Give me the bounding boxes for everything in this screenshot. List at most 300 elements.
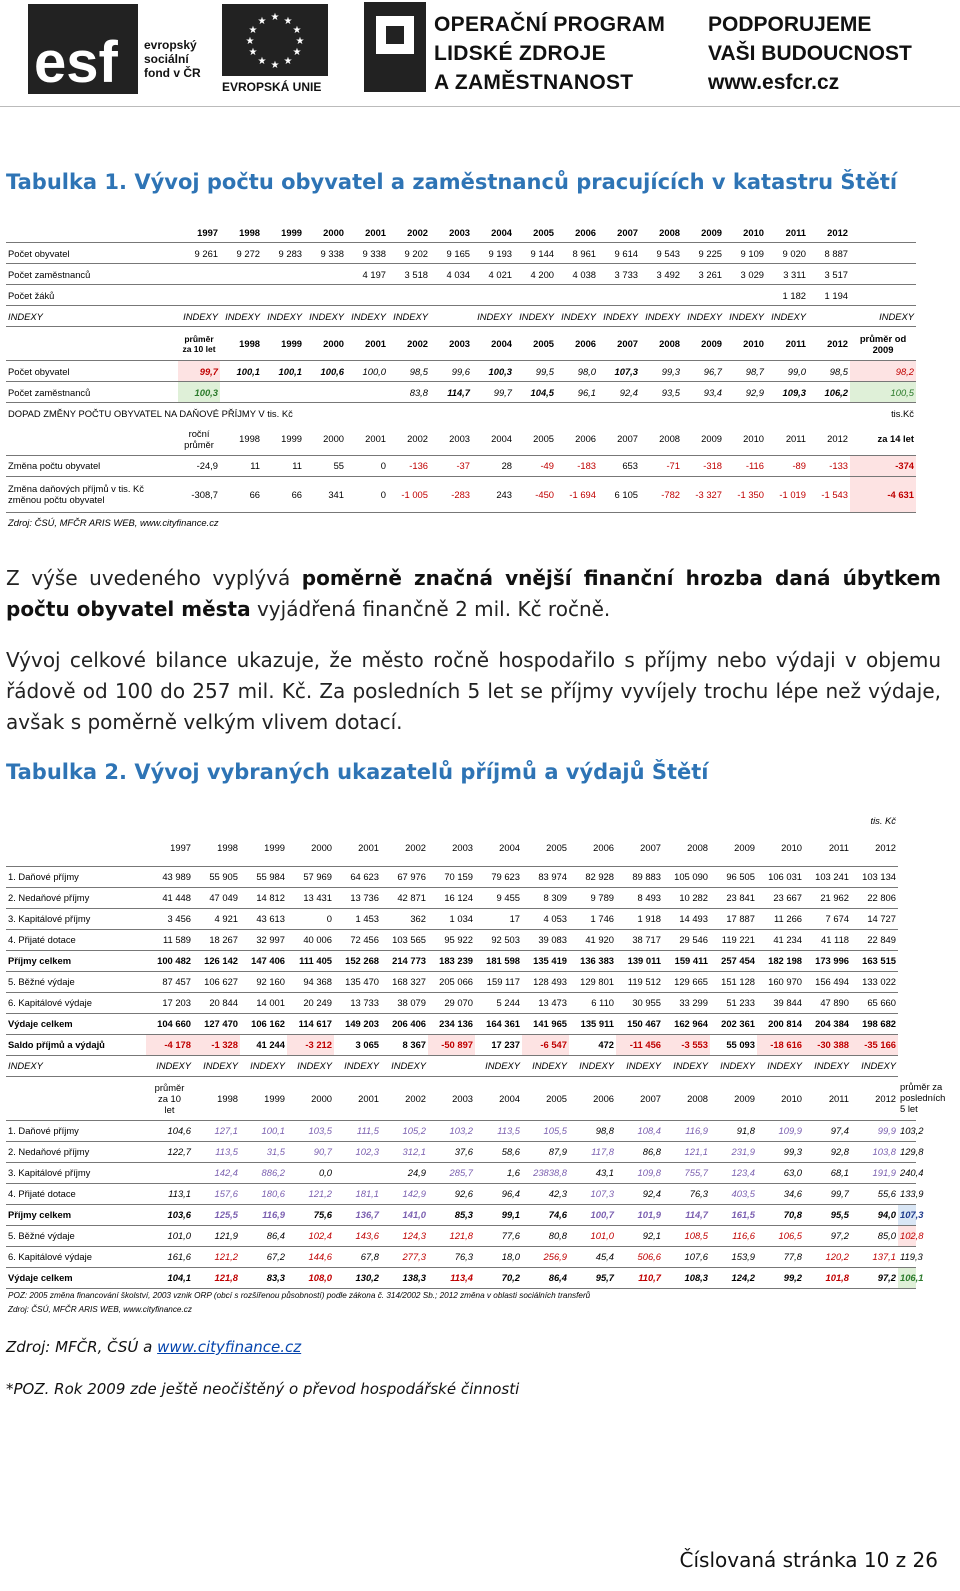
table2-index-cell: INDEXY [569, 1055, 616, 1076]
table2-idx-value: 96,4 [475, 1183, 522, 1204]
table1-dopad-total: -374 [850, 455, 916, 476]
table2-year: 1998 [193, 830, 240, 866]
table1-idx-value: 100,3 [472, 361, 514, 382]
table1-value: 9 144 [514, 243, 556, 264]
table1-year: 2010 [724, 222, 766, 243]
table2-year: 2004 [475, 830, 522, 866]
table2-data-row [6, 929, 916, 950]
table2-value: 159 411 [663, 950, 710, 971]
svg-text:★: ★ [283, 56, 293, 67]
table1-dopad-title-row [6, 403, 916, 424]
table1-dopad-value: -116 [724, 455, 766, 476]
table1-dopad-value: -89 [766, 455, 808, 476]
table1-idx-value: 99,5 [514, 361, 556, 382]
table2-idx-label: Příjmy celkem [6, 1204, 146, 1225]
table2-idx-year: 2010 [757, 1076, 804, 1120]
table-cell [240, 810, 287, 830]
table2-idx-value: 113,5 [193, 1141, 240, 1162]
table2-idx-last: 133,9 [898, 1183, 916, 1204]
table2-idx-year: 2004 [475, 1076, 522, 1120]
table-cell [569, 810, 616, 830]
table2-idx-avg: 113,1 [146, 1183, 193, 1204]
table1-idx-value: 100,1 [262, 361, 304, 382]
table2-value: 128 493 [522, 971, 569, 992]
table2-idx-avg: 103,6 [146, 1204, 193, 1225]
table2-idx-value: 109,8 [616, 1162, 663, 1183]
table1-value: 9 543 [640, 243, 682, 264]
table2-idx-value: 142,4 [193, 1162, 240, 1183]
table2-value: 3 065 [334, 1034, 381, 1055]
table2-value: 82 928 [569, 866, 616, 887]
table1-index-cell: INDEXY [598, 306, 640, 327]
table2-value: 205 066 [428, 971, 475, 992]
table2-value: 106 031 [757, 866, 804, 887]
table2-idx-value: 92,6 [428, 1183, 475, 1204]
table1-dopad-avg: -308,7 [178, 476, 220, 512]
table2-idx-avg: 122,7 [146, 1141, 193, 1162]
table1-value: 9 614 [598, 243, 640, 264]
table2-idx-year: 1999 [240, 1076, 287, 1120]
table-cell [522, 810, 569, 830]
table1-idx-value: 100,6 [304, 361, 346, 382]
table1-dopad-unit: tis.Kč [891, 407, 914, 419]
header-divider [0, 106, 960, 107]
table1-dopad-year: 1998 [220, 423, 262, 455]
table1-value: 4 038 [556, 264, 598, 285]
table2-idx-value: 97,4 [804, 1120, 851, 1141]
table2-value: 55 905 [193, 866, 240, 887]
table2-idx-value: 67,2 [240, 1246, 287, 1267]
table-cell [6, 830, 146, 866]
table2-value: 160 970 [757, 971, 804, 992]
table2-idx-label: Výdaje celkem [6, 1267, 146, 1288]
table1-value [178, 285, 220, 306]
table1-row-label: Počet zaměstnanců [6, 264, 178, 285]
table2-idx-value: 277,3 [381, 1246, 428, 1267]
table2-idx-value: 124,3 [381, 1225, 428, 1246]
table2-value: 103 565 [381, 929, 428, 950]
table2-index-data-row [6, 1120, 916, 1141]
table1-value [598, 285, 640, 306]
table2-idx-value: 103,2 [428, 1120, 475, 1141]
table1-dopad-year: 2011 [766, 423, 808, 455]
table1-index-cell: INDEXY [220, 306, 262, 327]
table2-index-header [6, 1076, 916, 1120]
table1-dopad-value: -1 543 [808, 476, 850, 512]
table1-year: 2008 [640, 222, 682, 243]
table2-idx-value: 95,5 [804, 1204, 851, 1225]
table2-value: 11 589 [146, 929, 193, 950]
table2-value: 234 136 [428, 1013, 475, 1034]
table2-value: 3 456 [146, 908, 193, 929]
table1-index-cell: INDEXY [640, 306, 682, 327]
table2-value: 41 920 [569, 929, 616, 950]
table2-idx-value: 403,5 [710, 1183, 757, 1204]
table1-index-cell: INDEXY [388, 306, 430, 327]
table2-index-cell: INDEXY [522, 1055, 569, 1076]
table2-idx-value: 77,8 [757, 1246, 804, 1267]
table1-idx-year: 2001 [346, 327, 388, 361]
table2-value: 4 053 [522, 908, 569, 929]
poz-note: *POZ. Rok 2009 zde ještě neočištěný o převod hospodářské činnosti [6, 1380, 520, 1398]
table2-value: 13 431 [287, 887, 334, 908]
table2-idx-value: 121,9 [193, 1225, 240, 1246]
table2-value: 57 969 [287, 866, 334, 887]
table-cell [146, 810, 193, 830]
table1-idx-label: Počet obyvatel [6, 361, 178, 382]
table1-value [724, 285, 766, 306]
svg-text:★: ★ [257, 56, 267, 67]
table2-value: 89 883 [616, 866, 663, 887]
table-cell [6, 423, 178, 455]
paragraph-threat: Z výše uvedeného vyplývá poměrně značná vnější finanční hrozba daná úbytkem počtu obyvatel města vyjádřená finančně 2 mil. Kč ročně. [6, 566, 942, 621]
table1-year: 2006 [556, 222, 598, 243]
table2-value: 6 110 [569, 992, 616, 1013]
table2-row-label: 1. Daňové příjmy [6, 866, 146, 887]
table1-value [304, 264, 346, 285]
table2-idx-value: 42,3 [522, 1183, 569, 1204]
table2-data-row [6, 950, 916, 971]
eu-flag-icon [222, 4, 328, 76]
table2-idx-value: 108,4 [616, 1120, 663, 1141]
table2-idx-last: 106,1 [898, 1267, 916, 1288]
table2-value: -3 553 [663, 1034, 710, 1055]
table1-dopad-label: Změna počtu obyvatel [6, 455, 178, 476]
table2-value: 67 976 [381, 866, 428, 887]
table1-dopad-year: 2009 [682, 423, 724, 455]
table2-value: 96 505 [710, 866, 757, 887]
table1-year: 2003 [430, 222, 472, 243]
table2-idx-year: 2006 [569, 1076, 616, 1120]
table1-dopad-value: -49 [514, 455, 556, 476]
table2-index-cell: INDEXY [616, 1055, 663, 1076]
table1-value [304, 285, 346, 306]
table2-data-row [6, 887, 916, 908]
svg-text:esf: esf [34, 30, 118, 95]
table1-idx-year: 2011 [766, 327, 808, 361]
table1-dopad-value: 66 [262, 476, 304, 512]
table2-value: -1 328 [193, 1034, 240, 1055]
table1-idx-value [346, 382, 388, 403]
table1-value: 9 225 [682, 243, 724, 264]
table2-idx-value: 0,0 [287, 1162, 334, 1183]
svg-text:★: ★ [270, 12, 280, 23]
table2-value: 149 203 [334, 1013, 381, 1034]
table2-row-label: 5. Běžné výdaje [6, 971, 146, 992]
table1-value: 9 202 [388, 243, 430, 264]
table1-idx-value [220, 382, 262, 403]
table1-idx-year: 2005 [514, 327, 556, 361]
table1-idx-value: 92,9 [724, 382, 766, 403]
table1-idx-year: 2000 [304, 327, 346, 361]
table2-value: 14 001 [240, 992, 287, 1013]
table1-value [220, 264, 262, 285]
table2-row-label: Saldo příjmů a výdajů [6, 1034, 146, 1055]
table2-value: 79 623 [475, 866, 522, 887]
table2-idx-value: 138,3 [381, 1267, 428, 1288]
table2-idx-value: 98,8 [569, 1120, 616, 1141]
table2-idx-value: 99,3 [757, 1141, 804, 1162]
table1-avg-value: 100,3 [178, 382, 220, 403]
table2-value: 1 746 [569, 908, 616, 929]
svg-text:★: ★ [248, 25, 258, 36]
table1-value [346, 285, 388, 306]
table1-year: 1998 [220, 222, 262, 243]
table2-idx-avg [146, 1162, 193, 1183]
svg-text:★: ★ [257, 16, 267, 27]
table1-idx-value: 109,3 [766, 382, 808, 403]
table1-idx-value [304, 382, 346, 403]
table2-value: 55 093 [710, 1034, 757, 1055]
table2-idx-value: 101,0 [569, 1225, 616, 1246]
table2-year: 2009 [710, 830, 757, 866]
table2-value: 18 267 [193, 929, 240, 950]
table2-idx-avg: 101,0 [146, 1225, 193, 1246]
table1-idx-value: 106,2 [808, 382, 850, 403]
table2-year: 2007 [616, 830, 663, 866]
table2-idx-value: 130,2 [334, 1267, 381, 1288]
table1-index-cell: INDEXY [514, 306, 556, 327]
table2-value: 41 244 [240, 1034, 287, 1055]
table1-value: 9 261 [178, 243, 220, 264]
table2-value: 141 965 [522, 1013, 569, 1034]
table1-year: 1997 [178, 222, 220, 243]
table2-value: 94 368 [287, 971, 334, 992]
table2-value: 156 494 [804, 971, 851, 992]
table2-year: 2011 [804, 830, 851, 866]
table2-idx-year: 2002 [381, 1076, 428, 1120]
table2-idx-value: 144,6 [287, 1246, 334, 1267]
table2-value: 200 814 [757, 1013, 804, 1034]
table1-dopad-row [6, 476, 916, 512]
table2-heading: Tabulka 2. Vývoj vybraných ukazatelů příjmů a výdajů Štětí [6, 760, 709, 784]
table1-idx-value: 96,1 [556, 382, 598, 403]
table1-avg-value: 99,7 [178, 361, 220, 382]
table2-idx-value: 86,8 [616, 1141, 663, 1162]
table2-idx-last: 129,8 [898, 1141, 916, 1162]
page-number: Číslovaná stránka 10 z 26 [679, 1548, 938, 1572]
table2-value: 17 203 [146, 992, 193, 1013]
table2-index-cell: INDEXY [663, 1055, 710, 1076]
table1-source-row [6, 512, 916, 533]
table2-year: 2005 [522, 830, 569, 866]
page-header [0, 0, 960, 108]
table1-index-cell: INDEXY [850, 306, 916, 327]
table2-idx-value: 99,2 [757, 1267, 804, 1288]
table2-value: 159 117 [475, 971, 522, 992]
table2-idx-value: 85,0 [851, 1225, 898, 1246]
table1-year-header [6, 222, 916, 243]
table2-index-cell: INDEXY [240, 1055, 287, 1076]
table1-heading: Tabulka 1. Vývoj počtu obyvatel a zaměstnanců pracujících v katastru Štětí [6, 170, 898, 194]
table1-idx-year: 2003 [430, 327, 472, 361]
table2-value: 41 234 [757, 929, 804, 950]
table2-value: 139 011 [616, 950, 663, 971]
eu-label: EVROPSKÁ UNIE [222, 80, 322, 94]
table1-value [430, 285, 472, 306]
table2-idx-last: 240,4 [898, 1162, 916, 1183]
table2-value: 103 134 [851, 866, 898, 887]
table-cell [850, 243, 916, 264]
table2-value: 472 [569, 1034, 616, 1055]
table1-value [388, 285, 430, 306]
table2-idx-year: 2000 [287, 1076, 334, 1120]
table2-idx-last: 107,3 [898, 1204, 916, 1225]
table2-idx-value: 191,9 [851, 1162, 898, 1183]
table2-idx-value: 55,6 [851, 1183, 898, 1204]
table1-value: 3 733 [598, 264, 640, 285]
table1-value: 4 197 [346, 264, 388, 285]
table2-idx-value: 143,6 [334, 1225, 381, 1246]
table2-year: 2003 [428, 830, 475, 866]
table2-value: 64 623 [334, 866, 381, 887]
table2-value: 47 049 [193, 887, 240, 908]
table1-value: 3 311 [766, 264, 808, 285]
table2-value: 198 682 [851, 1013, 898, 1034]
table2-idx-value: 76,3 [663, 1183, 710, 1204]
table2-idx-year: 2009 [710, 1076, 757, 1120]
table2-value: 214 773 [381, 950, 428, 971]
table2-value: 100 482 [146, 950, 193, 971]
table1-dopad-value: 6 105 [598, 476, 640, 512]
table1-dopad-year: 2004 [472, 423, 514, 455]
table1-index-cell: INDEXY [178, 306, 220, 327]
table1-dopad-value: -1 019 [766, 476, 808, 512]
table1-value [262, 285, 304, 306]
table2-value: 362 [381, 908, 428, 929]
table2-idx-value: 506,6 [616, 1246, 663, 1267]
table1-dopad-value: -1 005 [388, 476, 430, 512]
table2-value: -4 178 [146, 1034, 193, 1055]
table2-idx-value: 106,5 [757, 1225, 804, 1246]
table2-idx-value: 74,6 [522, 1204, 569, 1225]
table2-idx-value: 113,5 [475, 1120, 522, 1141]
table2-value: 40 006 [287, 929, 334, 950]
table1-dopad-value: -3 327 [682, 476, 724, 512]
table2-value: 17 [475, 908, 522, 929]
cityfinance-link[interactable]: www.cityfinance.cz [157, 1338, 302, 1356]
table2-index-cell: INDEXY [287, 1055, 334, 1076]
table2-data-row [6, 908, 916, 929]
table1-dopad-year: 2001 [346, 423, 388, 455]
table2-idx-value: 108,0 [287, 1267, 334, 1288]
table2-data-row [6, 1034, 916, 1055]
paragraph-threat-bold: poměrně značná vnější finanční hrozba daná úbytkem počtu obyvatel města [6, 566, 942, 621]
table2-idx-value: 92,8 [804, 1141, 851, 1162]
table2-value: 129 801 [569, 971, 616, 992]
table2-idx-avg: 161,6 [146, 1246, 193, 1267]
table2-idx-value: 285,7 [428, 1162, 475, 1183]
table2-idx-value: 107,6 [663, 1246, 710, 1267]
table2-idx-value: 77,6 [475, 1225, 522, 1246]
table2-value: 162 964 [663, 1013, 710, 1034]
table2-index-cell: INDEXY [475, 1055, 522, 1076]
table2-value: 183 239 [428, 950, 475, 971]
table2-value: 135 419 [522, 950, 569, 971]
table1-dopad-value: -71 [640, 455, 682, 476]
table2-idx-value: 100,1 [240, 1120, 287, 1141]
table2-idx-value: 136,7 [334, 1204, 381, 1225]
table1-index-header [6, 327, 916, 361]
table1-idx-value: 114,7 [430, 382, 472, 403]
table2-value: -11 456 [616, 1034, 663, 1055]
table1-value [640, 285, 682, 306]
table2-idx-value: 92,4 [616, 1183, 663, 1204]
table-cell [287, 810, 334, 830]
table1-value: 3 261 [682, 264, 724, 285]
table2-value: 104 660 [146, 1013, 193, 1034]
table1-year: 2007 [598, 222, 640, 243]
table1-dopad-value: 341 [304, 476, 346, 512]
table1-idx-value: 92,4 [598, 382, 640, 403]
table2-index-cell: INDEXY [6, 1055, 146, 1076]
table2-idx-value: 108,3 [663, 1267, 710, 1288]
table2-index-cell [428, 1055, 475, 1076]
table1-idx-value: 100,0 [346, 361, 388, 382]
table2-value: -3 212 [287, 1034, 334, 1055]
table2-value: 181 598 [475, 950, 522, 971]
table1-index-cell [808, 306, 850, 327]
table2-idx-value: 101,8 [804, 1267, 851, 1288]
table2-idx-value: 127,1 [193, 1120, 240, 1141]
table2-idx-year: 2005 [522, 1076, 569, 1120]
table1-idx-value: 98,5 [808, 361, 850, 382]
table2-idx-value: 117,8 [569, 1141, 616, 1162]
source-line: Zdroj: MFČR, ČSÚ a www.cityfinance.cz [6, 1338, 302, 1356]
table1-value: 9 283 [262, 243, 304, 264]
table1-year: 2001 [346, 222, 388, 243]
table1-dopad-year: 1999 [262, 423, 304, 455]
table1-index-cell [430, 306, 472, 327]
table2-idx-value: 97,2 [804, 1225, 851, 1246]
esf-text: evropský sociální fond v ČR [144, 38, 201, 80]
table2-idx-value: 63,0 [757, 1162, 804, 1183]
table2-value: 39 844 [757, 992, 804, 1013]
table2-year: 2001 [334, 830, 381, 866]
table2-idx-value: 111,5 [334, 1120, 381, 1141]
table2-index-cell: INDEXY [193, 1055, 240, 1076]
table2-idx-value: 23838,8 [522, 1162, 569, 1183]
table1-idx-value: 98,7 [724, 361, 766, 382]
table2-idx-value: 31,5 [240, 1141, 287, 1162]
table2-idx-value: 180,6 [240, 1183, 287, 1204]
table2-index-cell: INDEXY [146, 1055, 193, 1076]
table2-idx-label: 5. Běžné výdaje [6, 1225, 146, 1246]
table2-idx-avg: 104,1 [146, 1267, 193, 1288]
table1-value: 9 338 [346, 243, 388, 264]
table2-value: 182 198 [757, 950, 804, 971]
table1-dopad-value: 653 [598, 455, 640, 476]
table1-idx-value: 99,3 [640, 361, 682, 382]
table2-idx-value: 157,6 [193, 1183, 240, 1204]
table2-note-row [6, 1288, 916, 1303]
table2-idx-value: 108,5 [663, 1225, 710, 1246]
table1-dopad-total: -4 631 [850, 476, 916, 512]
table1-index-label: INDEXY [6, 306, 178, 327]
table-cell [6, 810, 146, 830]
table2-idx-value: 100,7 [569, 1204, 616, 1225]
table1-year: 2004 [472, 222, 514, 243]
table2 [6, 810, 946, 1317]
table2-value: 103 241 [804, 866, 851, 887]
table2-value: 14 727 [851, 908, 898, 929]
table1-idx-year: 2004 [472, 327, 514, 361]
table1-dopad-value: 243 [472, 476, 514, 512]
table1-row-label: Počet obyvatel [6, 243, 178, 264]
table1-za14: za 14 let [850, 423, 916, 455]
table2-idx-value: 85,3 [428, 1204, 475, 1225]
table2-data-row [6, 971, 916, 992]
